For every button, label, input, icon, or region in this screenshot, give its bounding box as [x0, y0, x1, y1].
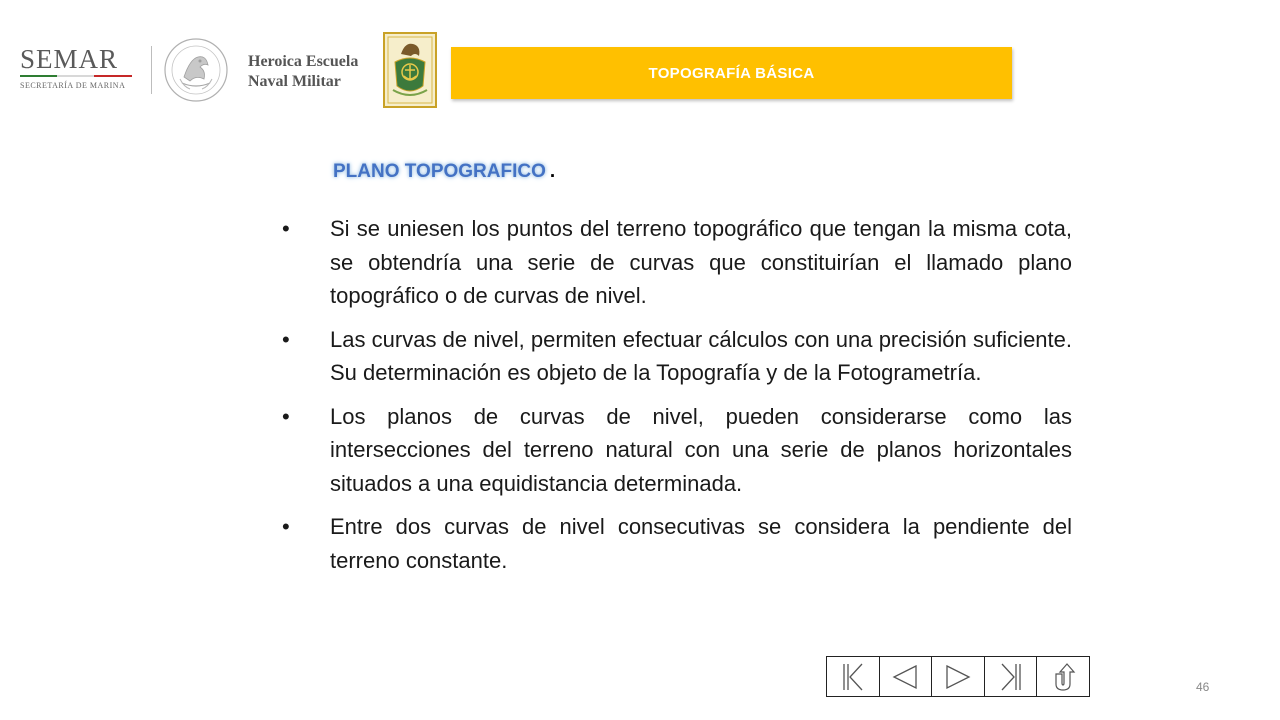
semar-logo	[20, 44, 138, 96]
bullet-marker: •	[282, 326, 290, 352]
bullet-text: Entre dos curvas de nivel consecutivas se considera la pendiente del terreno constante.	[330, 514, 1072, 573]
first-slide-icon	[836, 660, 870, 694]
naval-school-emblem-icon	[383, 32, 437, 108]
bullet-text: Si se uniesen los puntos del terreno topográfico que tengan la misma cota, se obtendría una serie de curvas que constituirían el llamado plano topográfico o de curvas de nivel.	[330, 216, 1072, 308]
next-slide-button[interactable]	[932, 657, 985, 696]
page-number: 46	[1196, 680, 1210, 694]
slide-title-period: .	[549, 161, 556, 182]
slide-navigation	[826, 656, 1090, 697]
previous-slide-icon	[888, 660, 922, 694]
course-banner	[451, 47, 1012, 99]
return-button[interactable]	[1037, 657, 1089, 696]
semar-tricolor-rule	[20, 75, 132, 77]
logo-divider	[151, 46, 152, 94]
bullet-marker: •	[282, 216, 290, 241]
bullet-marker: •	[282, 403, 290, 429]
previous-slide-button[interactable]	[880, 657, 933, 696]
semar-subtitle: SECRETARÍA DE MARINA	[20, 81, 126, 90]
course-title: TOPOGRAFÍA BÁSICA	[648, 64, 815, 82]
school-name	[248, 52, 358, 92]
national-seal-icon	[160, 37, 232, 103]
bullet-item	[282, 323, 1072, 390]
semar-wordmark: SEMAR	[20, 44, 119, 74]
bullet-text: Los planos de curvas de nivel, pueden considerarse como las intersecciones del terreno natural con una serie de planos horizontales situados a una equidistancia determinada.	[330, 403, 1072, 496]
bullet-marker: •	[282, 514, 290, 539]
bullet-item	[282, 212, 1072, 313]
return-icon	[1046, 660, 1080, 694]
first-slide-button[interactable]	[827, 657, 880, 696]
last-slide-icon	[994, 660, 1028, 694]
bullet-text: Las curvas de nivel, permiten efectuar cálculos con una precisión suficiente. Su determinación es objeto de la Topografía y de la Fotogrametría.	[330, 326, 1072, 385]
bullet-item	[282, 510, 1072, 577]
school-name-line-2: Naval Militar	[248, 73, 341, 90]
bullet-list	[282, 212, 1072, 587]
bullet-item	[282, 400, 1072, 501]
slide-title	[333, 161, 555, 183]
next-slide-icon	[941, 660, 975, 694]
school-name-line-1: Heroica Escuela	[248, 53, 359, 70]
last-slide-button[interactable]	[985, 657, 1038, 696]
slide-title-text: PLANO TOPOGRAFICO	[333, 161, 546, 182]
